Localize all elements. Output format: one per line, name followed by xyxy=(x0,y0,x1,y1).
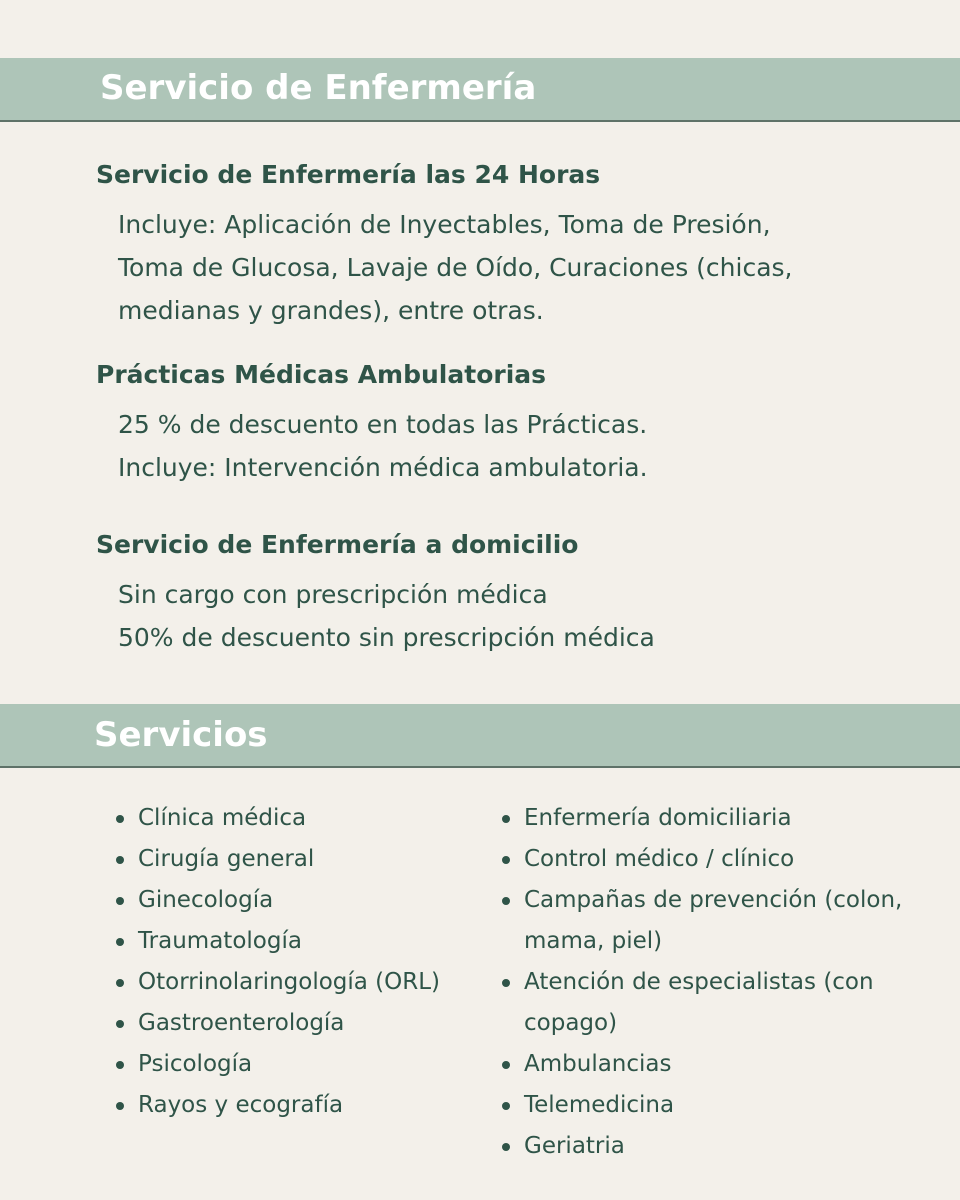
list-item: Psicología xyxy=(114,1044,484,1085)
section-title: Servicio de Enfermería xyxy=(100,68,537,108)
service-heading: Prácticas Médicas Ambulatorias xyxy=(96,360,547,389)
list-item: Traumatología xyxy=(114,921,484,962)
list-item: Geriatria xyxy=(500,1126,920,1167)
list-item: Ambulancias xyxy=(500,1044,920,1085)
description-line: Incluye: Intervención médica ambulatoria. xyxy=(118,453,648,482)
description-line: 25 % de descuento en todas las Prácticas. xyxy=(118,410,648,439)
section-header-enfermeria xyxy=(0,58,960,122)
list-item: Campañas de prevención (colon, mama, piel) xyxy=(500,880,920,962)
list-item: Control médico / clínico xyxy=(500,839,920,880)
service-description xyxy=(96,203,916,332)
list-item: Telemedicina xyxy=(500,1085,920,1126)
service-description xyxy=(96,403,916,489)
services-list-right xyxy=(500,798,920,1167)
list-item: Atención de especialistas (con copago) xyxy=(500,962,920,1044)
section-header-servicios xyxy=(0,704,960,768)
service-description xyxy=(96,573,916,659)
list-item: Gastroenterología xyxy=(114,1003,484,1044)
description-line: Incluye: Aplicación de Inyectables, Toma de Presión, xyxy=(118,210,771,239)
service-heading: Servicio de Enfermería a domicilio xyxy=(96,530,579,559)
services-list-left xyxy=(114,798,484,1126)
service-block-24h xyxy=(96,158,916,332)
service-block-domicilio xyxy=(96,528,916,659)
list-item: Clínica médica xyxy=(114,798,484,839)
list-item: Rayos y ecografía xyxy=(114,1085,484,1126)
description-line: Sin cargo con prescripción médica xyxy=(118,580,548,609)
list-item: Cirugía general xyxy=(114,839,484,880)
description-line: 50% de descuento sin prescripción médica xyxy=(118,623,655,652)
description-line: medianas y grandes), entre otras. xyxy=(118,296,544,325)
description-line: Toma de Glucosa, Lavaje de Oído, Curaciones (chicas, xyxy=(118,253,793,282)
list-item: Ginecología xyxy=(114,880,484,921)
section-title: Servicios xyxy=(94,715,268,755)
service-block-practicas xyxy=(96,358,916,489)
service-heading: Servicio de Enfermería las 24 Horas xyxy=(96,160,601,189)
list-item: Otorrinolaringología (ORL) xyxy=(114,962,484,1003)
list-item: Enfermería domiciliaria xyxy=(500,798,920,839)
